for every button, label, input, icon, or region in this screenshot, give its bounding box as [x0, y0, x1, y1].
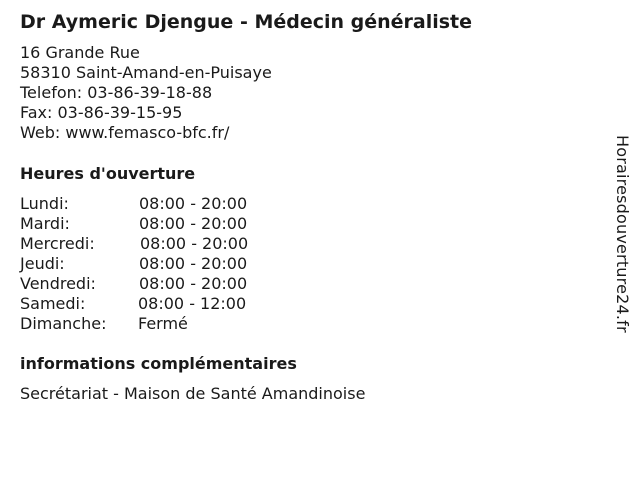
additional-info-heading: informations complémentaires — [20, 354, 297, 373]
hours-row-mardi — [20, 214, 320, 234]
day-hours: 08:00 - 12:00 — [138, 294, 247, 313]
day-label: Mardi: — [20, 214, 70, 233]
hours-row-dimanche — [20, 314, 320, 334]
phone-number: Telefon: 03-86-39-18-88 — [20, 83, 213, 102]
day-label: Jeudi: — [20, 254, 65, 273]
day-hours: 08:00 - 20:00 — [139, 214, 248, 233]
address-street: 16 Grande Rue — [20, 43, 140, 62]
fax-number: Fax: 03-86-39-15-95 — [20, 103, 183, 122]
opening-hours-heading: Heures d'ouverture — [20, 164, 196, 183]
hours-row-jeudi — [20, 254, 320, 274]
brand-watermark: Horairesdouverture24.fr — [613, 135, 632, 333]
day-label: Mercredi: — [20, 234, 95, 253]
website-link[interactable]: Web: www.femasco-bfc.fr/ — [20, 123, 230, 142]
hours-row-mercredi — [20, 234, 320, 254]
day-hours: 08:00 - 20:00 — [140, 234, 249, 253]
hours-row-vendredi — [20, 274, 320, 294]
day-label: Dimanche: — [20, 314, 107, 333]
day-label: Lundi: — [20, 194, 69, 213]
opening-hours-list — [20, 194, 320, 334]
day-hours: 08:00 - 20:00 — [139, 194, 248, 213]
hours-row-samedi — [20, 294, 320, 314]
page-title: Dr Aymeric Djengue - Médecin généraliste — [20, 11, 473, 33]
day-hours: 08:00 - 20:00 — [139, 254, 248, 273]
address-city: 58310 Saint-Amand-en-Puisaye — [20, 63, 272, 82]
contact-block — [20, 43, 272, 143]
day-label: Vendredi: — [20, 274, 96, 293]
day-hours: 08:00 - 20:00 — [139, 274, 248, 293]
day-label: Samedi: — [20, 294, 86, 313]
additional-info-text: Secrétariat - Maison de Santé Amandinoise — [20, 384, 366, 403]
day-hours: Fermé — [138, 314, 188, 333]
hours-row-lundi — [20, 194, 320, 214]
